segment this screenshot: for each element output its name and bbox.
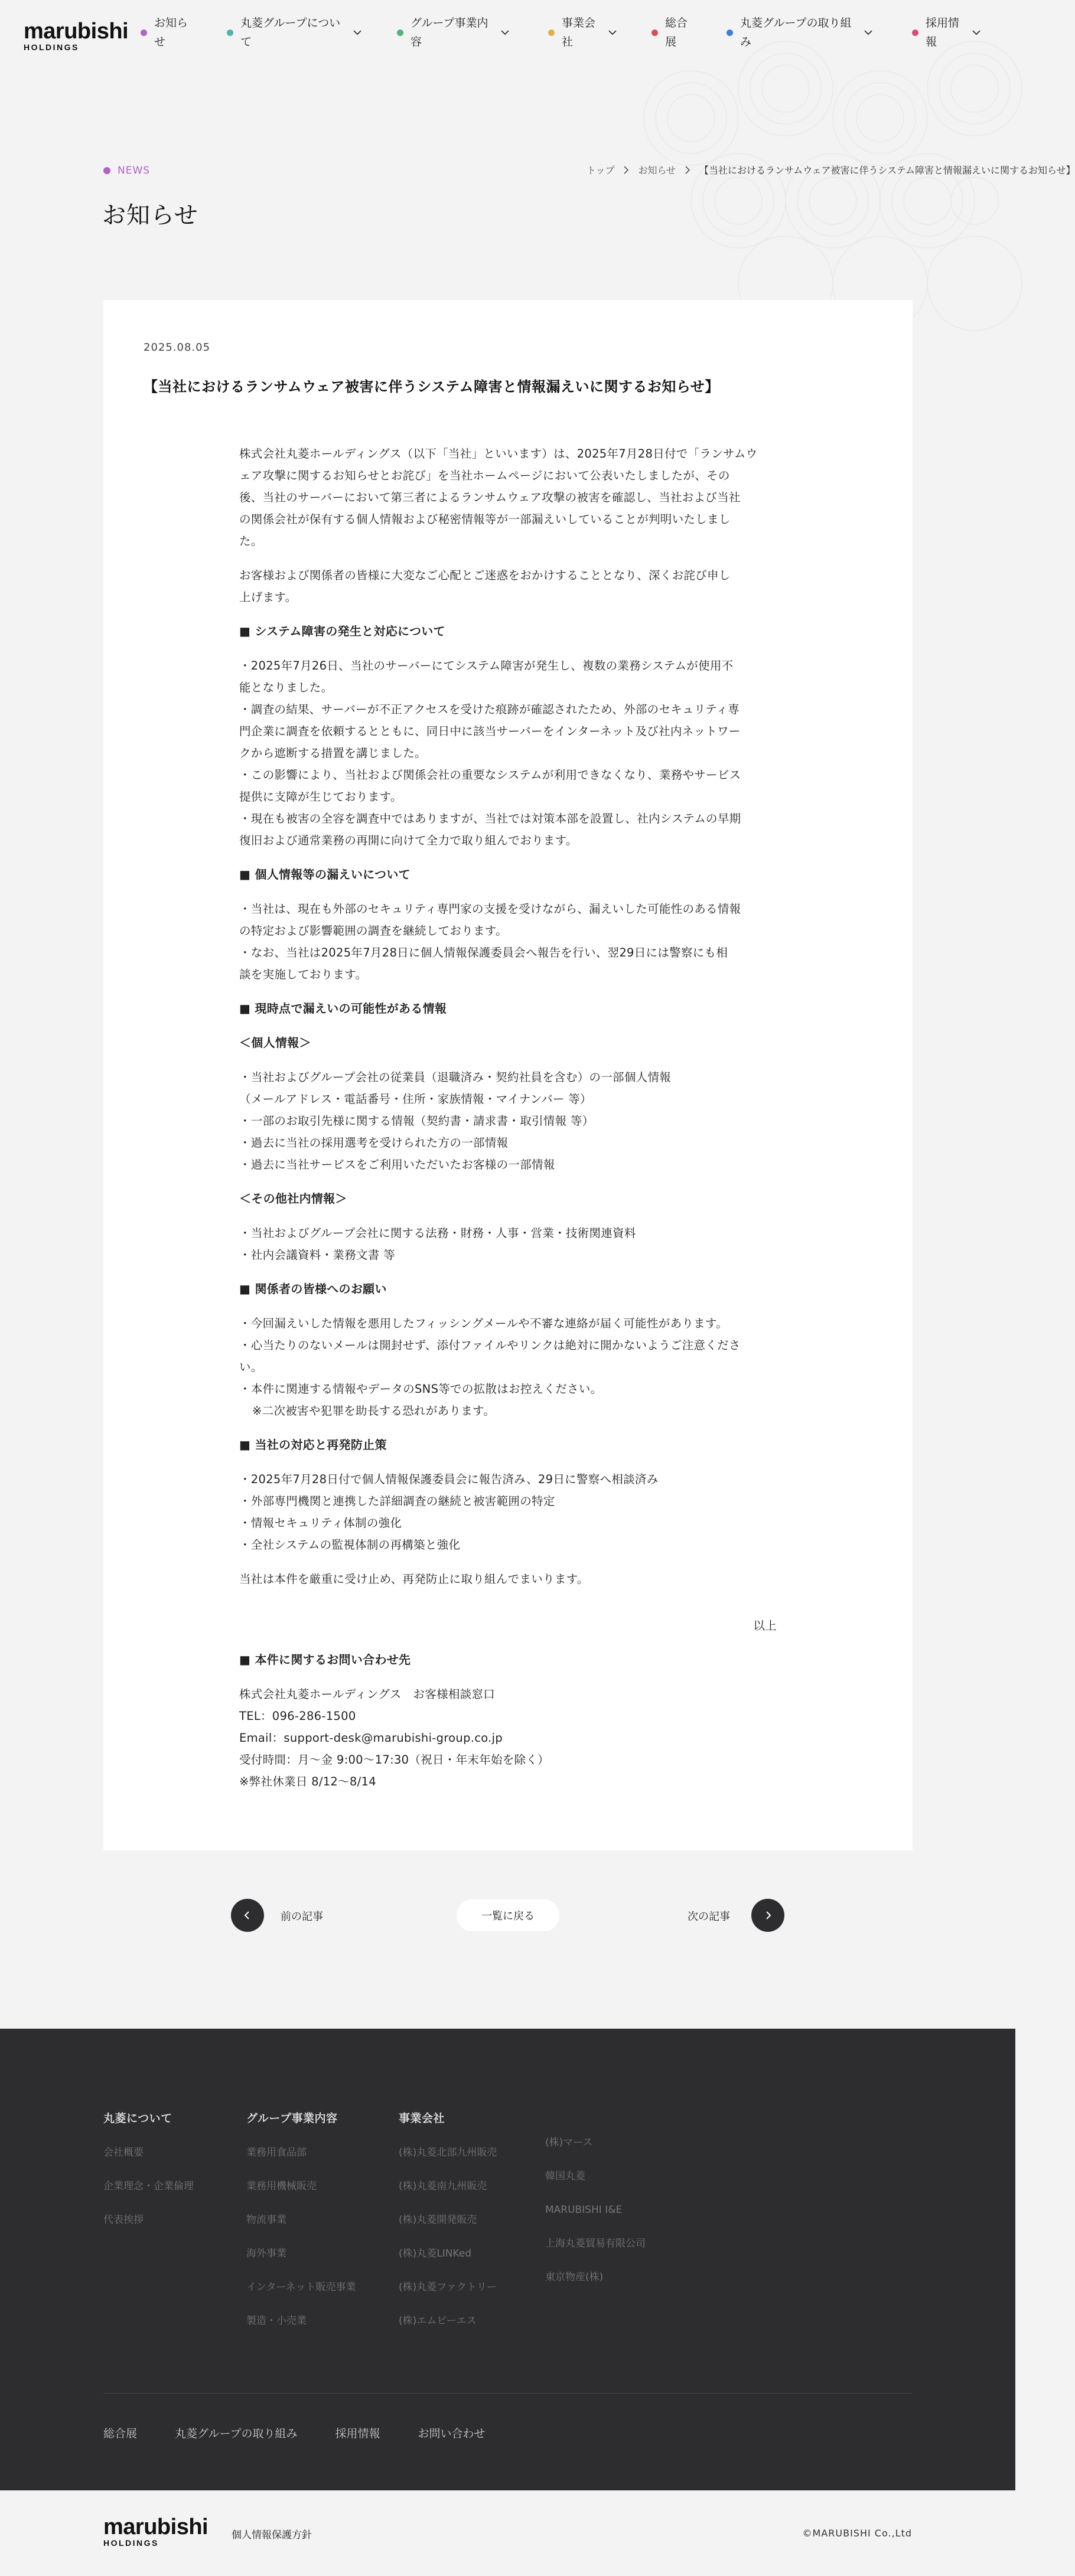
footer-link[interactable]: 会社概要 — [103, 2147, 144, 2159]
article-list-line: ・調査の結果、サーバーが不正アクセスを受けた痕跡が確認されたため、外部のセキュリティ専 — [239, 703, 740, 716]
footer-link[interactable]: 物流事業 — [246, 2214, 286, 2226]
nav-item[interactable] — [141, 13, 188, 52]
spacer — [239, 1176, 777, 1188]
footer-link-list — [103, 2147, 194, 2226]
logo-wordmark: marubishi — [24, 19, 129, 44]
chevron-down-icon — [970, 26, 983, 39]
spacer — [239, 1556, 777, 1568]
article-list-line: ・2025年7月28日付で個人情報保護委員会に報告済み、29日に警察へ相談済み — [239, 1473, 659, 1486]
article-list-line: い。 — [239, 1360, 263, 1374]
footer-link[interactable]: 韓国丸菱 — [545, 2170, 585, 2182]
article-list-line: ・社内会議資料・業務文書 等 — [239, 1248, 395, 1262]
article-list-line: ・2025年7月26日、当社のサーバーにてシステム障害が発生し、複数の業務システムが使用不 — [239, 659, 734, 672]
footer-bottom-link[interactable]: 丸菱グループの取り組み — [175, 2427, 298, 2440]
chevron-down-icon — [499, 26, 512, 39]
article-paragraph-line: た。 — [239, 534, 263, 548]
article-list-line: ・現在も被害の全容を調査中ではありますが、当社では対策本部を設置し、社内システムの早期 — [239, 812, 741, 825]
footer-link[interactable]: 代表挨拶 — [103, 2214, 144, 2226]
copyright: ©MARUBISHI Co.,Ltd — [802, 2528, 912, 2539]
contact-line: 株式会社丸菱ホールディングス お客様相談窓口 — [239, 1687, 496, 1701]
spacer — [239, 1590, 777, 1602]
article-paragraph-line: 株式会社丸菱ホールディングス（以下「当社」といいます）は、2025年7月28日付で「ランサムウ — [239, 447, 758, 461]
breadcrumb-home[interactable]: トップ — [586, 165, 615, 176]
section-heading: ■ 個人情報等の漏えいについて — [239, 867, 411, 881]
nav-item[interactable] — [397, 13, 512, 52]
article-paragraph-line: の関係会社が保有する個人情報および秘密情報等が一部漏えいしていることが判明いたしまし — [239, 512, 731, 526]
nav-dot-icon — [141, 30, 147, 36]
section-heading: ■ 関係者の皆様へのお願い — [239, 1282, 387, 1296]
logo-subtitle: HOLDINGS — [103, 2538, 159, 2548]
nav-item-label — [240, 14, 340, 51]
article-list-line: （メールアドレス・電話番号・住所・家族情報・マイナンバー 等） — [239, 1092, 592, 1106]
news-tag — [103, 165, 150, 177]
hero-pattern — [0, 65, 1075, 295]
spacer — [239, 1266, 777, 1278]
nav-item[interactable] — [727, 13, 875, 52]
footer-logo[interactable] — [103, 2516, 208, 2548]
news-tag-label: NEWS — [118, 165, 151, 177]
footer-link[interactable]: (株)丸菱南九州販売 — [399, 2180, 487, 2192]
nav-label-line: 丸菱グループの取り組 — [740, 17, 852, 30]
chevron-left-icon — [243, 1911, 252, 1920]
privacy-policy-link[interactable]: 個人情報保護方針 — [232, 2529, 312, 2541]
nav-item-label — [154, 14, 188, 51]
article-list-line: ・今回漏えいした情報を悪用したフィッシングメールや不審な連絡が届く可能性があります。 — [239, 1317, 728, 1330]
spacer — [239, 1637, 777, 1649]
back-to-list-button[interactable]: 一覧に戻る — [457, 1899, 559, 1931]
prev-article-button[interactable] — [231, 1899, 264, 1932]
article-list-line: ・本件に関連する情報やデータのSNS等での拡散はお控えください。 — [239, 1382, 602, 1396]
article-list-line: ・当社およびグループ会社に関する法務・財務・人事・営業・技術関連資料 — [239, 1226, 636, 1240]
article-list-line: ・全社システムの監視体制の再構築と強化 — [239, 1538, 461, 1552]
contact-line: 受付時間：月〜金 9:00〜17:30（祝日・年末年始を除く） — [239, 1753, 549, 1767]
spacer — [239, 1456, 777, 1468]
nav-label-line: せ — [154, 35, 166, 48]
footer-link[interactable]: (株)マース — [545, 2137, 593, 2149]
footer-link[interactable]: 製造・小売業 — [246, 2315, 307, 2327]
article-note: ※二次被害や犯罪を助長する恐れがあります。 — [252, 1404, 496, 1418]
nav-item-label — [411, 14, 488, 51]
article-list-line: ・一部のお取引先様に関する情報（契約書・請求書・取引情報 等） — [239, 1114, 594, 1128]
spacer — [239, 1671, 777, 1683]
nav-item-label — [562, 14, 595, 51]
nav-label-line: 丸菱グループについ — [240, 17, 341, 30]
article-paragraph-line: お客様および関係者の皆様に大変なご心配とご迷惑をおかけすることとなり、深くお詫び申し — [239, 569, 731, 582]
spacer — [239, 1020, 777, 1032]
section-heading: ■ 本件に関するお問い合わせ先 — [239, 1653, 411, 1667]
chevron-down-icon — [606, 26, 619, 39]
breadcrumb-section[interactable]: お知らせ — [638, 165, 676, 176]
spacer — [239, 985, 777, 998]
spacer — [239, 1054, 777, 1066]
article-list-line: の特定および影響範囲の調査を継続しております。 — [239, 924, 507, 938]
nav-label-line: み — [740, 35, 752, 48]
article-list-line: ・なお、当社は2025年7月28日に個人情報保護委員会へ報告を行い、翌29日には警察にも相 — [239, 946, 728, 959]
footer-link[interactable]: 業務用食品部 — [246, 2147, 307, 2159]
footer-link[interactable]: MARUBISHI I&E — [545, 2204, 623, 2216]
article-title: 【当社におけるランサムウェア被害に伴うシステム障害と情報漏えいに関するお知らせ】 — [144, 378, 719, 395]
footer-bottom-link[interactable]: 採用情報 — [335, 2427, 380, 2440]
breadcrumb-current: 【当社におけるランサムウェア被害に伴うシステム障害と情報漏えいに関するお知らせ】 — [699, 165, 1075, 176]
nav-dot-icon — [651, 30, 658, 36]
article-list-line: 能となりました。 — [239, 681, 333, 694]
footer-col-companies — [399, 2110, 497, 2349]
nav-label-line: 事業会 — [562, 17, 596, 30]
nav-item[interactable] — [227, 13, 364, 52]
nav-dot-icon — [548, 30, 555, 36]
nav-label-line: お知ら — [154, 17, 188, 30]
breadcrumb — [586, 163, 1075, 177]
footer-bottom-link[interactable]: お問い合わせ — [418, 2427, 486, 2440]
footer-link[interactable]: 東京物産(株) — [545, 2271, 604, 2283]
nav-label-line: 総合 — [665, 17, 688, 30]
footer-col-business — [246, 2110, 356, 2349]
nav-dot-icon — [227, 30, 233, 36]
article-paragraph-line: ェア攻撃に関するお知らせとお詫び」を当社ホームページにおいて公表いたしましたが、その — [239, 469, 730, 482]
footer-link[interactable]: (株)丸菱LINKed — [399, 2248, 472, 2260]
footer-link[interactable]: (株)丸菱ファクトリー — [399, 2281, 497, 2293]
footer-col-heading: グループ事業内容 — [246, 2112, 338, 2125]
article-list-line: ・過去に当社サービスをご利用いただいたお客様の一部情報 — [239, 1158, 555, 1171]
article-body — [239, 443, 777, 1793]
footer-link[interactable]: (株)エムピーエス — [399, 2315, 477, 2327]
nav-label-line: 容 — [411, 35, 422, 48]
footer-bottom-links — [103, 2425, 523, 2441]
article-list-line: ・情報セキュリティ体制の強化 — [239, 1516, 402, 1530]
footer-link[interactable]: 業務用機械販売 — [246, 2180, 317, 2192]
article-end-mark: 以上 — [753, 1619, 777, 1633]
spacer — [239, 552, 777, 564]
logo-wordmark: marubishi — [103, 2515, 209, 2539]
footer-col-heading: 丸菱について — [103, 2112, 172, 2125]
article-list-line: ・外部専門機関と連携した詳細調査の継続と被害範囲の特定 — [239, 1494, 555, 1508]
article-list-line: ・心当たりのないメールは開封せず、添付ファイルやリンクは絶対に開かないようご注意くださ — [239, 1338, 741, 1352]
footer-col-heading: 事業会社 — [399, 2112, 445, 2125]
footer-divider — [103, 2393, 913, 2394]
section-heading: ■ システム障害の発生と対応について — [239, 624, 445, 638]
bottom-bar — [0, 2490, 1015, 2576]
nav-item[interactable] — [912, 13, 983, 52]
subsection-heading: ＜その他社内情報＞ — [239, 1191, 347, 1206]
nav-label-line: 展 — [665, 35, 677, 48]
nav-item-label — [665, 14, 688, 51]
nav-dot-icon — [912, 30, 918, 36]
nav-item[interactable] — [548, 13, 619, 52]
article-list-line: 復旧および通常業務の再開に向けて全力で取り組んでおります。 — [239, 834, 578, 847]
article-closing: 当社は本件を厳重に受け止め、再発防止に取り組んでまいります。 — [239, 1572, 589, 1586]
article-list-line: 談を実施しております。 — [239, 968, 367, 981]
article-list-line: クから遮断する措置を講じました。 — [239, 746, 426, 760]
chevron-right-icon — [684, 166, 691, 174]
chevron-down-icon — [351, 26, 364, 39]
news-dot-icon — [103, 167, 110, 174]
article-paragraph-line: 上げます。 — [239, 590, 297, 604]
contact-line: ※弊社休業日 8/12〜8/14 — [239, 1775, 376, 1788]
subsection-heading: ＜個人情報＞ — [239, 1036, 311, 1050]
prev-article-label[interactable]: 前の記事 — [281, 1911, 323, 1923]
footer-link[interactable]: インターネット販売事業 — [246, 2281, 356, 2293]
article-list-line: 門企業に調査を依頼するとともに、同日中に該当サーバーをインターネット及び社内ネットワー — [239, 724, 741, 738]
site-footer — [0, 2029, 1015, 2490]
footer-link[interactable]: 海外事業 — [246, 2248, 286, 2260]
spacer — [239, 886, 777, 898]
site-header — [0, 0, 1015, 65]
article-list-line: ・当社は、現在も外部のセキュリティ専門家の支援を受けながら、漏えいした可能性のある情報 — [239, 902, 741, 916]
section-heading: ■ 当社の対応と再発防止策 — [239, 1438, 387, 1452]
site-logo[interactable] — [24, 20, 128, 52]
article-card — [103, 300, 913, 1850]
article-pager — [0, 1898, 1015, 1933]
footer-bottom-link[interactable]: 総合展 — [103, 2427, 138, 2440]
next-article-label[interactable]: 次の記事 — [688, 1911, 730, 1923]
footer-link-list — [246, 2147, 356, 2327]
footer-col-about — [103, 2110, 194, 2248]
spacer — [239, 1602, 777, 1615]
logo-subtitle: HOLDINGS — [24, 43, 79, 52]
footer-link-list — [399, 2147, 497, 2327]
article-paragraph-line: 後、当社のサーバーにおいて第三者によるランサムウェア攻撃の被害を確認し、当社および当社 — [239, 491, 741, 504]
contact-line: Email：support-desk@marubishi-group.co.jp — [239, 1731, 503, 1745]
nav-item[interactable] — [651, 13, 688, 52]
footer-col-companies-2 — [545, 2137, 646, 2305]
spacer — [239, 851, 777, 864]
article-list-line: ・過去に当社の採用選考を受けられた方の一部情報 — [239, 1136, 509, 1150]
nav-label-line: 社 — [562, 35, 574, 48]
spacer — [239, 642, 777, 655]
chevron-down-icon — [862, 26, 875, 39]
article-list-line: ・この影響により、当社および関係会社の重要なシステムが利用できなくなり、業務やサービス — [239, 768, 741, 782]
footer-link[interactable]: 上海丸菱貿易有限公司 — [545, 2238, 646, 2249]
footer-link[interactable]: (株)丸菱北部九州販売 — [399, 2147, 497, 2159]
nav-dot-icon — [727, 30, 733, 36]
page-title: お知らせ — [102, 202, 198, 229]
nav-label-line: 報 — [926, 35, 937, 48]
article-list-line: ・当社およびグループ会社の従業員（退職済み・契約社員を含む）の一部個人情報 — [239, 1070, 672, 1084]
contact-line: TEL：096-286-1500 — [239, 1709, 356, 1723]
spacer — [239, 1210, 777, 1222]
spacer — [239, 1300, 777, 1313]
spacer — [239, 1422, 777, 1434]
chevron-right-icon — [763, 1911, 773, 1920]
nav-label-line: て — [240, 35, 252, 48]
article-list-line: 提供に支障が生じております。 — [239, 790, 402, 804]
nav-label-line: グループ事業内 — [411, 17, 488, 30]
nav-item-label — [740, 14, 851, 51]
next-article-button[interactable] — [751, 1899, 784, 1932]
footer-link[interactable]: 企業理念・企業倫理 — [103, 2180, 194, 2192]
section-heading: ■ 現時点で漏えいの可能性がある情報 — [239, 1001, 447, 1016]
nav-label-line: 採用情 — [926, 17, 960, 30]
article-date: 2025.08.05 — [144, 341, 211, 354]
spacer — [239, 608, 777, 621]
chevron-right-icon — [623, 166, 630, 174]
footer-link[interactable]: (株)丸菱開発販売 — [399, 2214, 477, 2226]
nav-dot-icon — [397, 30, 403, 36]
